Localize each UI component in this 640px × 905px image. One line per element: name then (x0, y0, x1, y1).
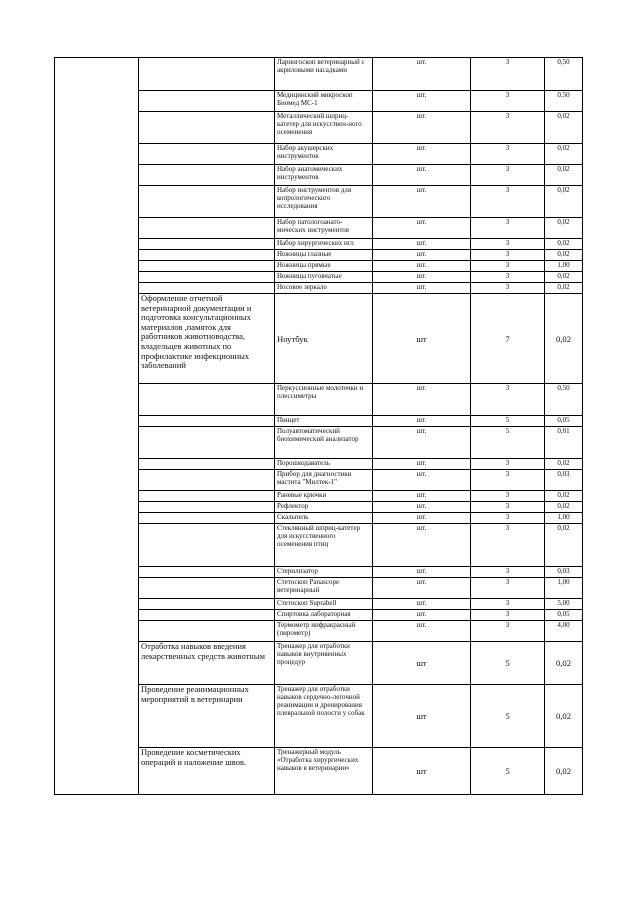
value-cell: 0,02 (545, 459, 583, 470)
blank-column-cell (55, 58, 139, 795)
section-cell (139, 144, 275, 165)
value-cell: 0,02 (545, 218, 583, 239)
unit-cell: шт. (373, 112, 471, 144)
qty-cell: 3 (471, 567, 545, 578)
item-cell: Полуавтоматический биохимический анализатор (275, 427, 373, 459)
section-cell (139, 91, 275, 112)
value-cell: 0,02 (545, 491, 583, 502)
unit-cell: шт. (373, 491, 471, 502)
item-cell: Ларингоскоп ветеринарный с акриловыми насадками (275, 58, 373, 91)
unit-cell: шт. (373, 58, 471, 91)
section-cell (139, 58, 275, 91)
value-cell: 0,02 (545, 186, 583, 218)
equipment-table (54, 57, 583, 795)
item-cell: Порошкодаватель (275, 459, 373, 470)
section-cell (139, 283, 275, 294)
item-cell: Термометр инфракрасный (пирометр) (275, 621, 373, 642)
qty-cell: 5 (471, 416, 545, 427)
section-cell (139, 578, 275, 599)
section-cell (139, 186, 275, 218)
value-cell: 0,02 (545, 685, 583, 748)
section-cell (139, 621, 275, 642)
item-cell: Перкуссионные молоточки и плессиметры (275, 384, 373, 416)
item-cell: Тренажер для отработки навыков сердечно-легочной реанимации и дренирования плевральной полости у собак (275, 685, 373, 748)
qty-cell: 3 (471, 239, 545, 250)
item-cell: Ножницы пуговчатые (275, 272, 373, 283)
value-cell: 0,02 (545, 283, 583, 294)
item-cell: Набор анатомических инструментов (275, 165, 373, 186)
qty-cell: 3 (471, 112, 545, 144)
section-cell (139, 261, 275, 272)
qty-cell: 3 (471, 578, 545, 599)
qty-cell: 3 (471, 384, 545, 416)
item-cell: Ножницы прямые (275, 261, 373, 272)
item-cell: Раневые крючки (275, 491, 373, 502)
unit-cell: шт. (373, 567, 471, 578)
item-cell: Прибор для диагностики мастита "Милтек-1" (275, 470, 373, 491)
item-cell: Стетоскоп Suprabell (275, 599, 373, 610)
value-cell: 0,05 (545, 610, 583, 621)
item-cell: Скальпель (275, 513, 373, 524)
unit-cell: шт. (373, 239, 471, 250)
qty-cell: 3 (471, 513, 545, 524)
qty-cell: 3 (471, 186, 545, 218)
unit-cell: шт (373, 642, 471, 685)
item-cell: Набор акушерских инструментов (275, 144, 373, 165)
unit-cell: шт. (373, 459, 471, 470)
value-cell: 0,02 (545, 112, 583, 144)
unit-cell: шт (373, 294, 471, 384)
qty-cell: 3 (471, 91, 545, 112)
qty-cell: 3 (471, 144, 545, 165)
section-cell: Оформление отчетной ветеринарной документации и подготовка консультационных материалов ,памяток для работников животноводства, владельцев животных по профилактике инфекционных заболеваний (139, 294, 275, 384)
value-cell: 0,02 (545, 272, 583, 283)
unit-cell: шт. (373, 470, 471, 491)
item-cell: Набор хирургических игл (275, 239, 373, 250)
value-cell: 0,05 (545, 416, 583, 427)
value-cell: 0,02 (545, 502, 583, 513)
section-cell (139, 427, 275, 459)
qty-cell: 3 (471, 250, 545, 261)
qty-cell: 3 (471, 491, 545, 502)
section-cell (139, 272, 275, 283)
value-cell: 0,50 (545, 91, 583, 112)
qty-cell: 3 (471, 261, 545, 272)
value-cell: 0,02 (545, 748, 583, 795)
item-cell: Тренажер для отработки навыков внутривенных процедур (275, 642, 373, 685)
unit-cell: шт. (373, 427, 471, 459)
unit-cell: шт. (373, 621, 471, 642)
unit-cell: шт (373, 748, 471, 795)
section-cell: Проведение косметических операций и наложение швов. (139, 748, 275, 795)
section-cell (139, 491, 275, 502)
section-cell: Отработка навыков введения лекарственных средств животным (139, 642, 275, 685)
value-cell: 5,00 (545, 599, 583, 610)
item-cell: Рефлектор (275, 502, 373, 513)
unit-cell: шт. (373, 250, 471, 261)
qty-cell: 3 (471, 283, 545, 294)
section-cell (139, 567, 275, 578)
value-cell: 4,00 (545, 621, 583, 642)
table-row (55, 58, 583, 91)
unit-cell: шт. (373, 578, 471, 599)
section-cell (139, 470, 275, 491)
unit-cell: шт (373, 685, 471, 748)
item-cell: Спиртовка лабораторная (275, 610, 373, 621)
unit-cell: шт. (373, 144, 471, 165)
qty-cell: 3 (471, 459, 545, 470)
qty-cell: 3 (471, 165, 545, 186)
unit-cell: шт. (373, 416, 471, 427)
section-cell (139, 165, 275, 186)
section-cell (139, 459, 275, 470)
qty-cell: 5 (471, 748, 545, 795)
value-cell: 1,00 (545, 513, 583, 524)
unit-cell: шт. (373, 524, 471, 567)
unit-cell: шт. (373, 272, 471, 283)
section-cell (139, 610, 275, 621)
unit-cell: шт. (373, 384, 471, 416)
item-cell: Набор патологоанато-мических инструментов (275, 218, 373, 239)
unit-cell: шт. (373, 599, 471, 610)
value-cell: 0,02 (545, 239, 583, 250)
qty-cell: 3 (471, 610, 545, 621)
item-cell: Стеклянный шприц-катетер для искусственного осеменения птиц (275, 524, 373, 567)
qty-cell: 5 (471, 642, 545, 685)
section-cell (139, 239, 275, 250)
item-cell: Тренажерный модуль «Отработка хирургических навыков в ветеринарии» (275, 748, 373, 795)
unit-cell: шт. (373, 186, 471, 218)
section-cell (139, 218, 275, 239)
item-cell: Носовое зеркало (275, 283, 373, 294)
value-cell: 0,02 (545, 294, 583, 384)
qty-cell: 7 (471, 294, 545, 384)
value-cell: 0,01 (545, 427, 583, 459)
qty-cell: 3 (471, 58, 545, 91)
section-cell (139, 513, 275, 524)
section-cell (139, 599, 275, 610)
section-cell (139, 384, 275, 416)
qty-cell: 3 (471, 621, 545, 642)
unit-cell: шт. (373, 218, 471, 239)
item-cell: Ноутбук (275, 294, 373, 384)
qty-cell: 3 (471, 524, 545, 567)
value-cell: 1,00 (545, 261, 583, 272)
item-cell: Ножницы глазные (275, 250, 373, 261)
unit-cell: шт. (373, 513, 471, 524)
unit-cell: шт. (373, 610, 471, 621)
qty-cell: 3 (471, 272, 545, 283)
section-cell (139, 502, 275, 513)
value-cell: 0,02 (545, 144, 583, 165)
qty-cell: 5 (471, 685, 545, 748)
value-cell: 0,02 (545, 642, 583, 685)
unit-cell: шт. (373, 283, 471, 294)
qty-cell: 3 (471, 502, 545, 513)
unit-cell: шт. (373, 261, 471, 272)
unit-cell: шт. (373, 165, 471, 186)
value-cell: 0,02 (545, 250, 583, 261)
value-cell: 0,02 (545, 524, 583, 567)
value-cell: 0,03 (545, 567, 583, 578)
item-cell: Стерилизатор (275, 567, 373, 578)
item-cell: Пинцет (275, 416, 373, 427)
section-cell: Проведение реанимационных мероприятий в ветеринарии (139, 685, 275, 748)
qty-cell: 5 (471, 427, 545, 459)
value-cell: 1,00 (545, 578, 583, 599)
section-cell (139, 524, 275, 567)
qty-cell: 3 (471, 470, 545, 491)
value-cell: 0,50 (545, 384, 583, 416)
item-cell: Металлический шприц-катетер для искусствен-ного осеменения (275, 112, 373, 144)
unit-cell: шт. (373, 91, 471, 112)
item-cell: Набор инструментов для копрологического исследования (275, 186, 373, 218)
item-cell: Стетоскоп Panascope ветеринарный (275, 578, 373, 599)
qty-cell: 3 (471, 599, 545, 610)
value-cell: 0,50 (545, 58, 583, 91)
unit-cell: шт. (373, 502, 471, 513)
section-cell (139, 250, 275, 261)
value-cell: 0,03 (545, 470, 583, 491)
section-cell (139, 112, 275, 144)
section-cell (139, 416, 275, 427)
qty-cell: 3 (471, 218, 545, 239)
value-cell: 0,02 (545, 165, 583, 186)
item-cell: Медицинский микроскоп Биомед МС-1 (275, 91, 373, 112)
